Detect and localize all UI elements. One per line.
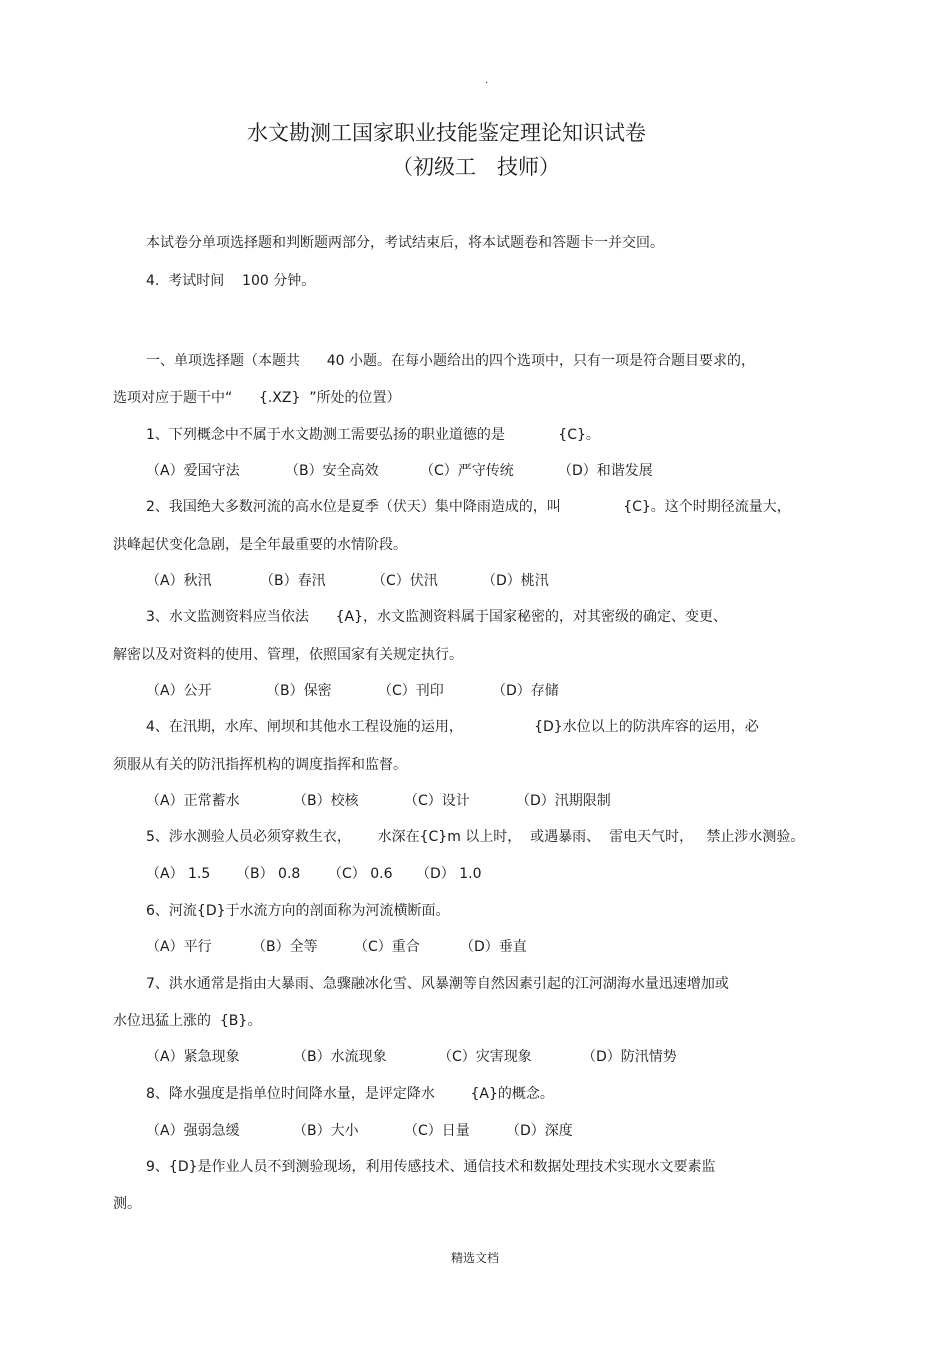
page-subtitle: （初级工 技师） xyxy=(392,155,560,179)
question-5-line1: 5、涉水测验人员必须穿救生衣， 水深在{C}m 以上时， 或遇暴雨、 雷电天气时， 禁止涉水测验。 xyxy=(146,829,805,845)
question-8-option-c: （C）日量 xyxy=(404,1123,470,1139)
page-title: 水文勘测工国家职业技能鉴定理论知识试卷 xyxy=(247,121,646,145)
page-footer: 精选文档 xyxy=(451,1251,500,1265)
exam-time: 4. 考试时间 100 分钟。 xyxy=(146,273,316,289)
question-3-line2: 解密以及对资料的使用、管理，依照国家有关规定执行。 xyxy=(113,647,463,663)
question-6-option-a: （A）平行 xyxy=(146,939,212,955)
question-9-line2: 测。 xyxy=(113,1196,141,1212)
question-7-option-b: （B）水流现象 xyxy=(293,1049,387,1065)
question-4-option-d: （D）汛期限制 xyxy=(516,793,611,809)
question-8-option-b: （B）大小 xyxy=(293,1123,359,1139)
question-7-line2: 水位迅猛上涨的 {B}。 xyxy=(113,1013,262,1029)
question-8-option-a: （A）强弱急缓 xyxy=(146,1123,240,1139)
question-8-option-d: （D）深度 xyxy=(506,1123,573,1139)
question-2-option-d: （D）桃汛 xyxy=(482,573,549,589)
question-2-line2: 洪峰起伏变化急剧，是全年最重要的水情阶段。 xyxy=(113,537,407,553)
question-5-option-c: （C） 0.6 xyxy=(328,866,393,882)
question-7-option-c: （C）灾害现象 xyxy=(438,1049,532,1065)
question-3-option-b: （B）保密 xyxy=(266,683,332,699)
header-dot: . xyxy=(485,75,489,86)
question-6-option-d: （D）垂直 xyxy=(460,939,527,955)
question-3-option-d: （D）存储 xyxy=(492,683,559,699)
question-5-option-a: （A） 1.5 xyxy=(146,866,211,882)
question-6-option-c: （C）重合 xyxy=(354,939,420,955)
question-2-option-c: （C）伏汛 xyxy=(372,573,438,589)
question-1-line1: 1、下列概念中不属于水文勘测工需要弘扬的职业道德的是 {C}。 xyxy=(146,427,600,443)
question-8-line1: 8、降水强度是指单位时间降水量，是评定降水 {A}的概念。 xyxy=(146,1086,554,1102)
question-2-line1: 2、我国绝大多数河流的高水位是夏季（伏天）集中降雨造成的，叫 {C}。这个时期径流量大， xyxy=(146,499,791,515)
question-3-line1: 3、水文监测资料应当依法 {A}，水文监测资料属于国家秘密的，对其密级的确定、变更、 xyxy=(146,609,727,625)
section-heading-line2: 选项对应于题干中“ {.XZ} ”所处的位置） xyxy=(113,390,401,406)
question-5-option-b: （B） 0.8 xyxy=(236,866,301,882)
question-6-option-b: （B）全等 xyxy=(252,939,318,955)
question-4-option-c: （C）设计 xyxy=(404,793,470,809)
question-7-line1: 7、洪水通常是指由大暴雨、急骤融冰化雪、风暴潮等自然因素引起的江河湖海水量迅速增加或 xyxy=(146,976,729,992)
question-4-line2: 须服从有关的防汛指挥机构的调度指挥和监督。 xyxy=(113,757,407,773)
question-7-option-d: （D）防汛情势 xyxy=(582,1049,677,1065)
question-4-option-b: （B）校核 xyxy=(293,793,359,809)
question-3-option-a: （A）公开 xyxy=(146,683,212,699)
question-3-option-c: （C）刊印 xyxy=(378,683,444,699)
question-9-line1: 9、{D}是作业人员不到测验现场，利用传感技术、通信技术和数据处理技术实现水文要素监 xyxy=(146,1159,716,1175)
question-7-option-a: （A）紧急现象 xyxy=(146,1049,240,1065)
question-1-option-b: （B）安全高效 xyxy=(285,463,379,479)
question-1-option-c: （C）严守传统 xyxy=(420,463,514,479)
question-2-option-b: （B）春汛 xyxy=(260,573,326,589)
question-6-line1: 6、河流{D}于水流方向的剖面称为河流横断面。 xyxy=(146,903,450,919)
question-4-line1: 4、在汛期，水库、闸坝和其他水工程设施的运用， {D}水位以上的防洪库容的运用，必 xyxy=(146,719,759,735)
question-2-option-a: （A）秋汛 xyxy=(146,573,212,589)
question-1-option-d: （D）和谐发展 xyxy=(558,463,653,479)
question-4-option-a: （A）正常蓄水 xyxy=(146,793,240,809)
question-1-option-a: （A）爱国守法 xyxy=(146,463,240,479)
section-heading-line1: 一、单项选择题（本题共 40 小题。在每小题给出的四个选项中，只有一项是符合题目要求的， xyxy=(146,353,755,369)
question-5-option-d: （D） 1.0 xyxy=(416,866,482,882)
intro-text: 本试卷分单项选择题和判断题两部分，考试结束后，将本试题卷和答题卡一并交回。 xyxy=(146,235,664,251)
